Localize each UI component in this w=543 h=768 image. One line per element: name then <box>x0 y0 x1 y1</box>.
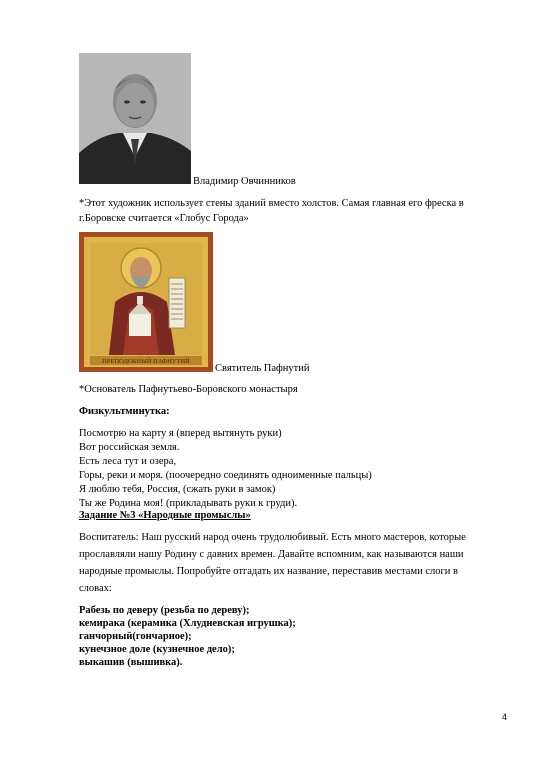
break-title: Физкультминутка: <box>79 406 170 417</box>
note1-line-2: г.Боровске считается «Глобус Города» <box>79 213 249 224</box>
puzzle-line-4: кунечзное доле (кузнечное дело); <box>79 644 235 655</box>
icon-inscription: ПРЕПОДОБНЫЙ ПАФНУТИЙ <box>102 358 190 365</box>
poem-line-3: Есть леса тут и озера, <box>79 456 177 467</box>
poem-line-1: Посмотрю на карту я (вперед вытянуть руки) <box>79 428 282 439</box>
saint-icon-image <box>79 232 213 372</box>
puzzle-line-3: ганчорный(гончарное); <box>79 631 192 642</box>
poem-line-4: Горы, реки и моря. (поочередно соединять одноименные пальцы) <box>79 470 372 481</box>
teacher-line-4: словах: <box>79 583 112 594</box>
icon-caption: Святитель Пафнутий <box>215 363 310 374</box>
task-title: Задание №3 «Народные промыслы» <box>79 510 251 521</box>
portrait-illustration <box>79 53 191 184</box>
poem-line-5: Я люблю тебя, Россия, (сжать руки в замок) <box>79 484 276 495</box>
puzzle-line-2: кемирака (керамика (Хлудневская игрушка); <box>79 618 296 629</box>
puzzle-line-1: Рабезь по деверу (резьба по дереву); <box>79 605 250 616</box>
teacher-line-2: прославляли нашу Родину с давних времен. Давайте вспомним, как называются наши <box>79 549 464 560</box>
portrait-photo <box>79 53 191 184</box>
page-number: 4 <box>501 712 507 722</box>
note1-line-1: *Этот художник использует стены зданий вместо холстов. Самая главная его фреска в <box>79 198 464 209</box>
saint-icon-illustration <box>79 232 213 372</box>
note2: *Основатель Пафнутьево-Боровского монастыря <box>79 384 298 395</box>
puzzle-line-5: выкашив (вышивка). <box>79 657 183 668</box>
teacher-line-1: Воспитатель: Наш русский народ очень трудолюбивый. Есть много мастеров, которые <box>79 532 466 543</box>
poem-line-6: Ты же Родина моя! (прикладывать руки к груди). <box>79 498 298 509</box>
teacher-line-3: народные промыслы. Попробуйте отгадать их название, переставив местами слоги в <box>79 566 458 577</box>
photo-caption: Владимир Овчинников <box>193 176 296 187</box>
poem-line-2: Вот российская земля. <box>79 442 180 453</box>
